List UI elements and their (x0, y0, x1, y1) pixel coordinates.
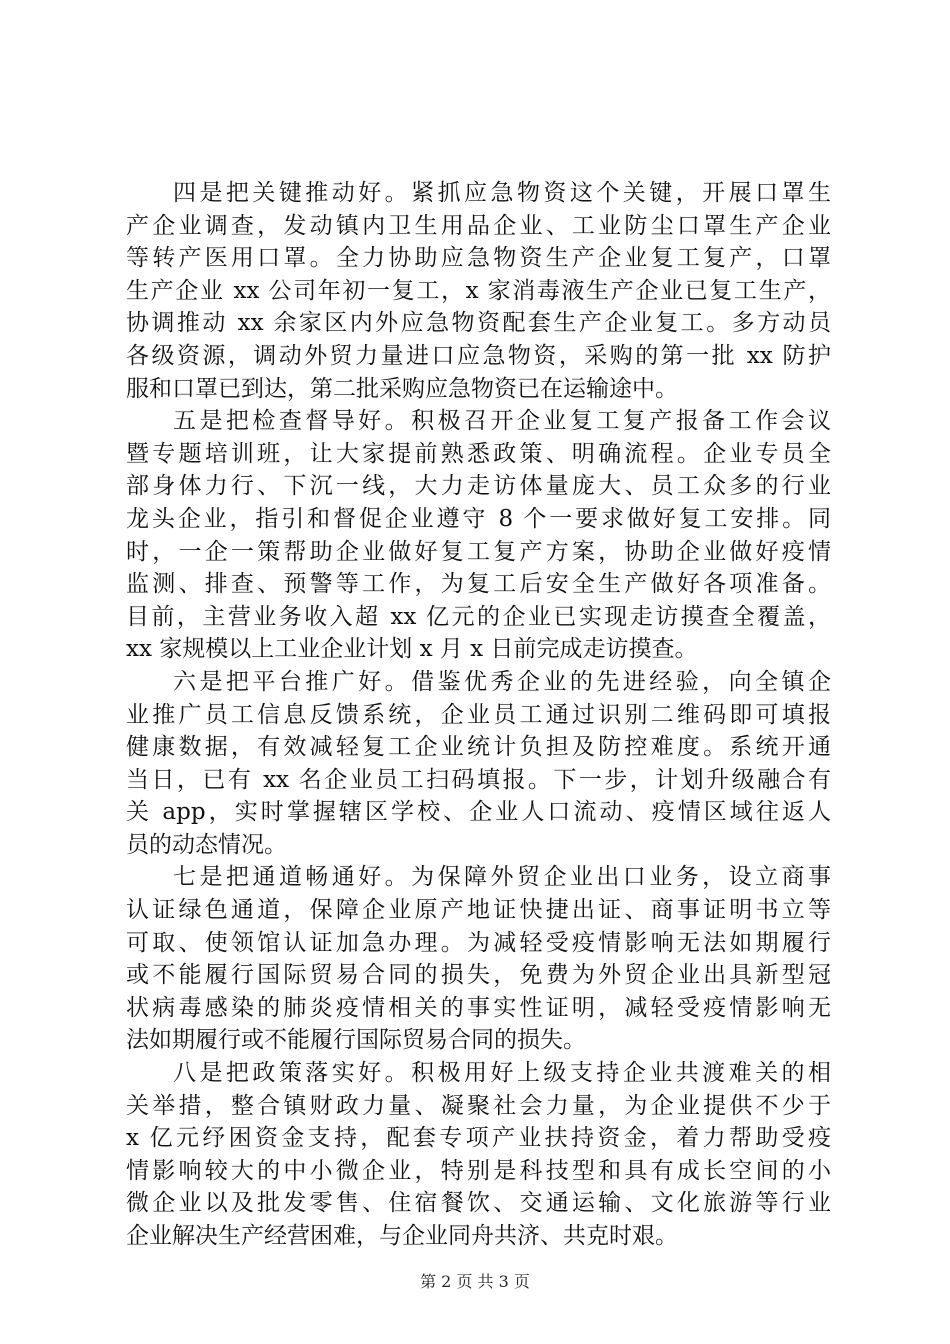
paragraph-line: 协调推动 xx 余家区内外应急物资配套生产企业复工。多方动员 (126, 310, 831, 337)
paragraph-line: x 亿元纾困资金支持，配套专项产业扶持资金，着力帮助受疫 (126, 1125, 831, 1152)
paragraph-line: 健康数据，有效减轻复工企业统计负担及防控难度。系统开通 (126, 734, 831, 761)
paragraph-line: 情影响较大的中小微企业，特别是科技型和具有成长空间的小 (126, 1157, 831, 1184)
paragraph-line: xx 家规模以上工业企业计划 x 月 x 日前完成走访摸查。 (126, 636, 698, 663)
paragraph-line: 六是把平台推广好。借鉴优秀企业的先进经验，向全镇企 (173, 668, 831, 695)
paragraph-line: 监测、排查、预警等工作，为复工后安全生产做好各项准备。 (126, 571, 831, 598)
paragraph-line: 可取、使领馆认证加急办理。为减轻受疫情影响无法如期履行 (126, 929, 831, 956)
paragraph-line: 五是把检查督导好。积极召开企业复工复产报备工作会议 (173, 408, 831, 435)
paragraph-line: 关举措，整合镇财政力量、凝聚社会力量，为企业提供不少于 (126, 1092, 831, 1119)
paragraph-line: 业推广员工信息反馈系统，企业员工通过识别二维码即可填报 (126, 701, 831, 728)
paragraph-line: 企业解决生产经营困难，与企业同舟共济、共克时艰。 (126, 1223, 678, 1249)
paragraph (126, 1057, 831, 1253)
paragraph-line: 时，一企一策帮助企业做好复工复产方案，协助企业做好疫情 (126, 538, 831, 565)
paragraph (126, 405, 831, 666)
paragraph-line: 部身体力行、下沉一线，大力走访体量庞大、员工众多的行业 (126, 473, 831, 500)
paragraph (126, 177, 831, 405)
paragraph-line: 法如期履行或不能履行国际贸易合同的损失。 (126, 1027, 586, 1054)
paragraph-line: 等转产医用口罩。全力协助应急物资生产企业复工复产，口罩 (126, 245, 831, 272)
paragraph (126, 861, 831, 1057)
page-footer: 第 2 页 共 3 页 (420, 1272, 530, 1291)
document-body (126, 177, 831, 1253)
paragraph-line: 当日，已有 xx 名企业员工扫码填报。下一步，计划升级融合有 (126, 766, 831, 793)
paragraph-line: 各级资源，调动外贸力量进口应急物资，采购的第一批 xx 防护 (126, 342, 831, 369)
paragraph-line: 八是把政策落实好。积极用好上级支持企业共渡难关的相 (173, 1060, 831, 1087)
paragraph-line: 服和口罩已到达，第二批采购应急物资已在运输途中。 (126, 375, 678, 402)
paragraph-line: 关 app，实时掌握辖区学校、企业人口流动、疫情区域往返人 (126, 799, 831, 826)
paragraph-line: 认证绿色通道，保障企业原产地证快捷出证、商事证明书立等 (126, 897, 831, 924)
paragraph-line: 龙头企业，指引和督促企业遵守 8 个一要求做好复工安排。同 (126, 505, 831, 532)
paragraph-line: 微企业以及批发零售、住宿餐饮、交通运输、文化旅游等行业 (126, 1190, 831, 1217)
paragraph-line: 生产企业 xx 公司年初一复工，x 家消毒液生产企业已复工生产， (126, 277, 831, 304)
paragraph-line: 状病毒感染的肺炎疫情相关的事实性证明，减轻受疫情影响无 (126, 994, 831, 1021)
paragraph-line: 暨专题培训班，让大家提前熟悉政策、明确流程。企业专员全 (126, 440, 831, 467)
paragraph-line: 员的动态情况。 (126, 831, 287, 858)
paragraph-line: 七是把通道畅通好。为保障外贸企业出口业务，设立商事 (173, 864, 831, 891)
paragraph-line: 或不能履行国际贸易合同的损失，免费为外贸企业出具新型冠 (126, 962, 831, 989)
paragraph-line: 目前，主营业务收入超 xx 亿元的企业已实现走访摸查全覆盖， (126, 603, 831, 630)
paragraph (126, 666, 831, 862)
paragraph-line: 四是把关键推动好。紧抓应急物资这个关键，开展口罩生 (173, 180, 831, 206)
paragraph-line: 产企业调查，发动镇内卫生用品企业、工业防尘口罩生产企业 (126, 212, 831, 239)
